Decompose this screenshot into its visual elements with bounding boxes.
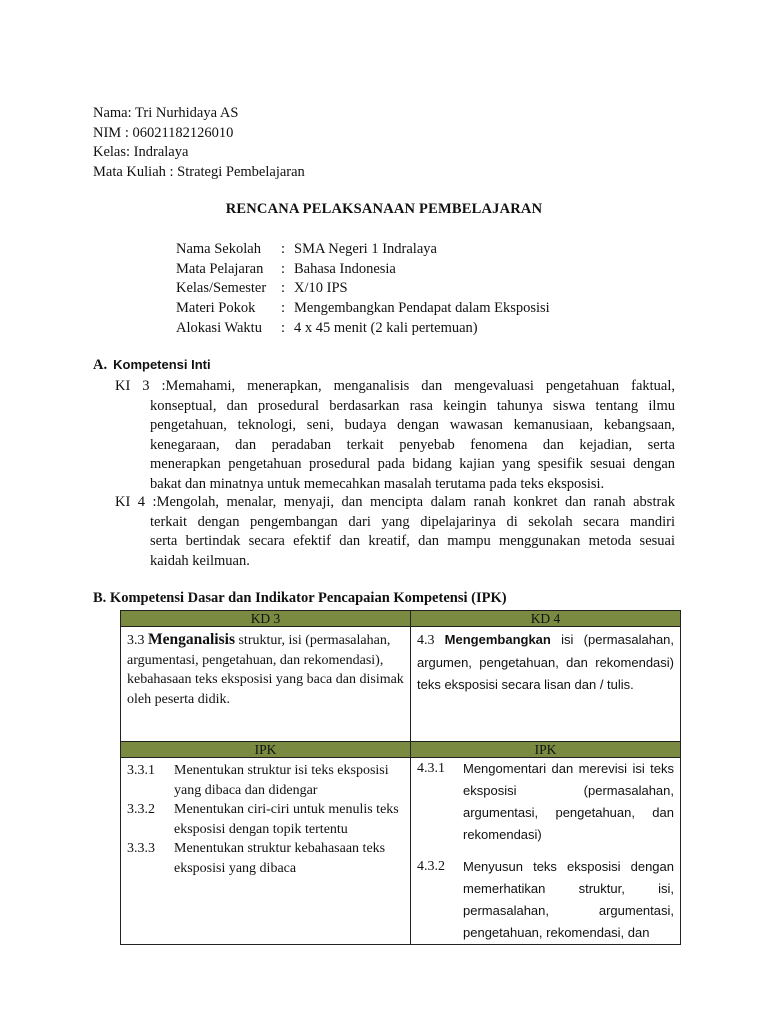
student-name: Nama: Tri Nurhidaya AS bbox=[93, 105, 239, 121]
info-value: Mengembangkan Pendapat dalam Eksposisi bbox=[294, 300, 550, 317]
ki3-line: bakat dan minatnya untuk memecahkan masalah terutama pada teks eksposisi. bbox=[150, 475, 605, 492]
section-a-heading bbox=[93, 357, 211, 374]
kd4-header: KD 4 bbox=[411, 611, 681, 627]
section-a-letter: A. bbox=[93, 357, 108, 373]
ipk3-item bbox=[127, 800, 404, 839]
info-value: 4 x 45 menit (2 kali pertemuan) bbox=[294, 319, 478, 336]
kd4-number: 4.3 bbox=[417, 633, 445, 648]
ipk3-number: 3.3.2 bbox=[127, 802, 155, 817]
info-colon: : bbox=[281, 260, 286, 277]
info-key: Materi Pokok bbox=[176, 300, 256, 317]
info-value: X/10 IPS bbox=[294, 280, 348, 297]
student-nim: NIM : 06021182126010 bbox=[93, 124, 234, 141]
ipk3-cell bbox=[121, 758, 411, 945]
competency-table bbox=[120, 610, 681, 945]
info-colon: : bbox=[281, 300, 286, 317]
kd3-text: struktur, isi (permasalahan, argumentasi, pengetahuan, dan rekomendasi), kebahasaan teks eksposisi yang baca dan disimak oleh peserta didik. bbox=[127, 633, 404, 707]
section-a-title: Kompetensi Inti bbox=[113, 357, 211, 372]
ki4-paragraph bbox=[93, 493, 675, 571]
course-name: Mata Kuliah : Strategi Pembelajaran bbox=[93, 163, 305, 180]
kd4-text: isi (permasalahan, argumen, pengetahuan, dan rekomendasi) teks eksposisi secara lisan dan / tulis. bbox=[417, 632, 675, 692]
ipk4-item bbox=[417, 856, 674, 944]
ipk3-item bbox=[127, 761, 404, 800]
kd4-verb: Mengembangkan bbox=[444, 632, 551, 647]
info-colon: : bbox=[281, 241, 286, 257]
ki3-line: KI 3 :Memahami, menerapkan, menganalisis dan mengevaluasi pengetahuan faktual, bbox=[115, 378, 675, 394]
student-class: Kelas: Indralaya bbox=[93, 144, 189, 160]
student-header bbox=[93, 104, 305, 182]
ki4-line: KI 4 :Mengolah, menalar, menyaji, dan mencipta dalam ranah konkret dan ranah abstrak bbox=[115, 494, 675, 510]
info-row bbox=[176, 279, 550, 299]
info-value: Bahasa Indonesia bbox=[294, 260, 396, 277]
ipk4-cell bbox=[411, 758, 681, 945]
ki4-line: kaidah keilmuan. bbox=[150, 552, 250, 569]
info-row bbox=[176, 240, 550, 260]
ipk-header-right: IPK bbox=[411, 742, 681, 758]
ipk3-text: Menentukan struktur kebahasaan teks eksposisi yang dibaca bbox=[174, 841, 386, 876]
info-colon: : bbox=[281, 319, 286, 336]
info-key: Nama Sekolah bbox=[176, 241, 261, 257]
info-key: Kelas/Semester bbox=[176, 280, 267, 297]
ipk4-text: Mengomentari dan merevisi isi teks eksposisi (permasalahan, argumentasi, pengetahuan, dan rekomendasi) bbox=[463, 761, 674, 842]
kd4-cell bbox=[411, 627, 681, 742]
info-row bbox=[176, 299, 550, 319]
kd3-header: KD 3 bbox=[121, 611, 411, 627]
ki3-paragraph bbox=[93, 377, 675, 495]
info-key: Mata Pelajaran bbox=[176, 260, 264, 277]
info-value: SMA Negeri 1 Indralaya bbox=[294, 241, 437, 257]
info-key: Alokasi Waktu bbox=[176, 319, 262, 336]
info-row bbox=[176, 260, 550, 280]
ipk3-text: Menentukan struktur isi teks eksposisi yang dibaca dan didengar bbox=[174, 763, 389, 798]
ki4-line: serta bertindak secara efektif dan kreatif, dan mampu menggunakan metoda sesuai bbox=[150, 533, 675, 550]
ipk-header-left: IPK bbox=[121, 742, 411, 758]
kd3-verb: Menganalisis bbox=[148, 631, 235, 648]
ki3-line: pengetahuan, teknologi, seni, budaya dengan wawasan kemanusiaan, kebangsaan, bbox=[150, 417, 675, 434]
ipk4-number: 4.3.2 bbox=[417, 859, 445, 874]
kd3-number: 3.3 bbox=[127, 633, 148, 648]
info-row bbox=[176, 319, 550, 339]
ipk3-item bbox=[127, 839, 404, 878]
kd3-cell bbox=[121, 627, 411, 742]
ki4-line: terkait dengan pengembangan dari yang dipelajarinya di sekolah secara mandiri bbox=[150, 513, 675, 530]
ki3-line: menerapkan pengetahuan prosedural pada bidang kajian yang spesifik sesuai dengan bbox=[150, 456, 675, 473]
lesson-info bbox=[176, 240, 550, 339]
ipk3-text: Menentukan ciri-ciri untuk menulis teks eksposisi dengan topik tertentu bbox=[174, 802, 399, 837]
ki3-line: konseptual, dan prosedural berdasarkan rasa keingin tahunya siswa tentang ilmu bbox=[150, 397, 675, 414]
ipk4-number: 4.3.1 bbox=[417, 761, 445, 776]
ipk4-item bbox=[417, 758, 674, 846]
document-title: RENCANA PELAKSANAAN PEMBELAJARAN bbox=[225, 201, 543, 217]
ipk3-number: 3.3.3 bbox=[127, 841, 155, 856]
ki3-line: kenegaraan, dan peradaban terkait penyebab fenomena dan kejadian, serta bbox=[150, 436, 675, 453]
info-colon: : bbox=[281, 280, 286, 297]
section-b-heading: B. Kompetensi Dasar dan Indikator Pencapaian Kompetensi (IPK) bbox=[93, 590, 507, 606]
ipk4-text: Menyusun teks eksposisi dengan memerhatikan struktur, isi, permasalahan, argumentasi, pengetahuan, rekomendasi, dan bbox=[463, 859, 674, 940]
ipk3-number: 3.3.1 bbox=[127, 763, 155, 778]
